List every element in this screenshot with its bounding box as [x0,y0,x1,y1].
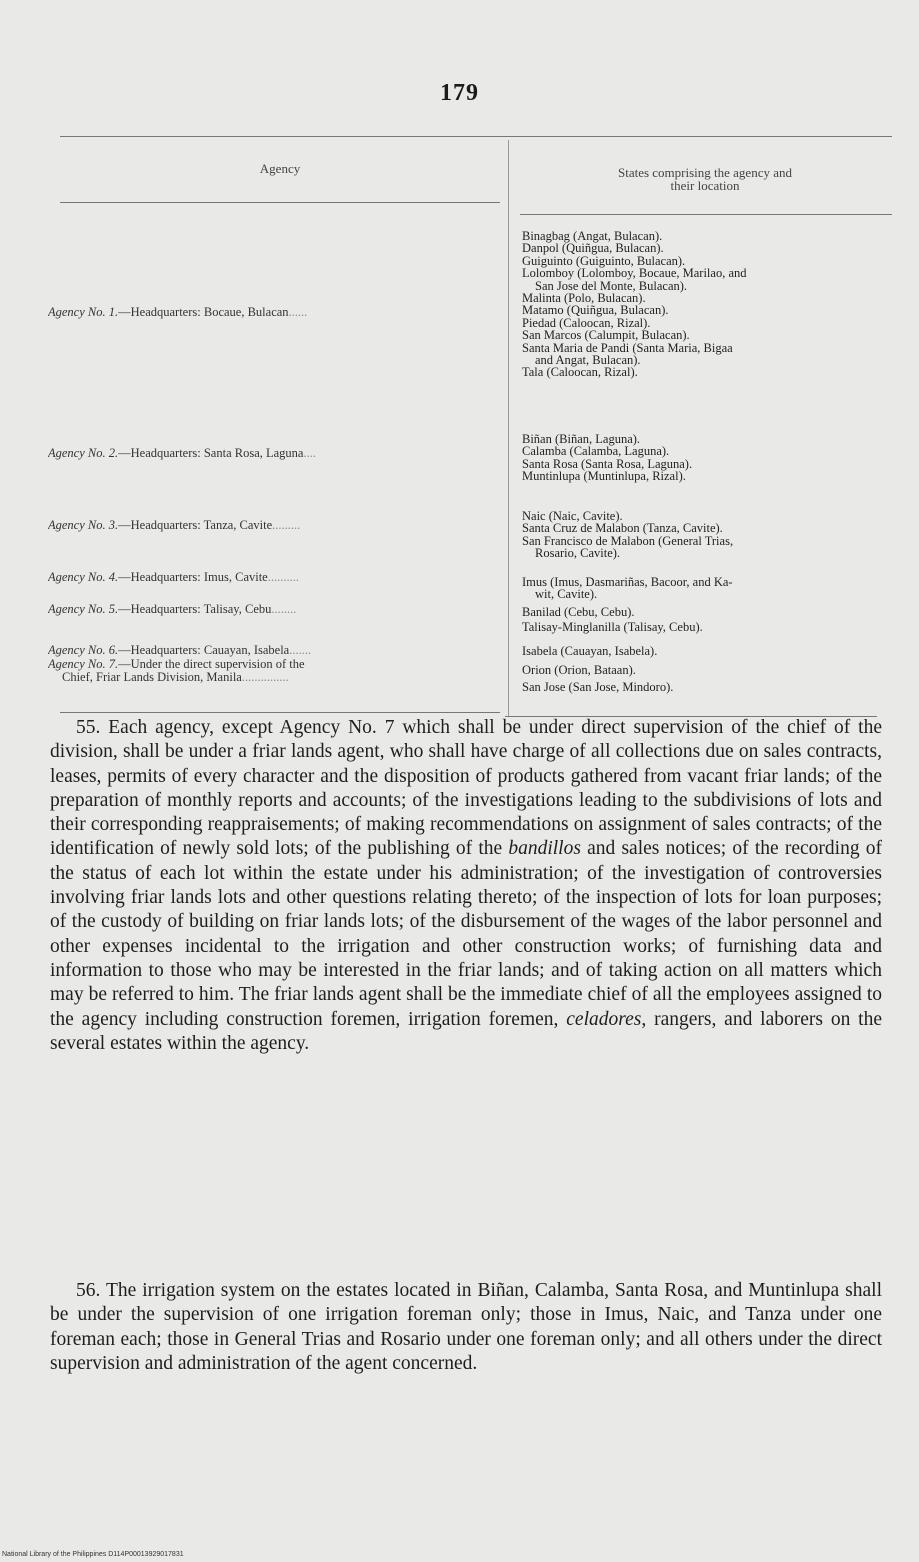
agency-headquarters: —Headquarters: Cauayan, Isabela [118,644,290,657]
estate-entry: Imus (Imus, Dasmariñas, Bacoor, and Ka- [522,575,733,589]
estate-entry: Binagbag (Angat, Bulacan). [522,229,663,243]
agency-row-1 [48,306,498,319]
agency-headquarters: —Under the direct supervision of the [118,658,305,671]
header-states [515,166,895,192]
estate-entry: Isabela (Cauayan, Isabela). [522,644,658,658]
estates-agency-3 [522,510,894,560]
leader-dots: .......... [267,571,299,584]
leader-dots: ...... [288,306,308,319]
agency-headquarters-cont: Chief, Friar Lands Division, Manila [62,670,242,684]
agency-headquarters: —Headquarters: Bocaue, Bulacan [118,306,289,319]
estate-entry: Naic (Naic, Cavite). [522,509,623,523]
page-number: 179 [440,80,479,106]
estate-entry: Lolomboy (Lolomboy, Bocaue, Marilao, and [522,266,747,281]
estate-entry: San Marcos (Calumpit, Bulacan). [522,328,690,343]
term-bandillos: bandillos [508,838,581,860]
leader-dots: ........ [271,603,297,616]
estate-entry: Malinta (Polo, Bulacan). [522,291,646,306]
estate-entry: San Francisco de Malabon (General Trias, [522,533,734,548]
agency-label: Agency No. 7. [48,658,119,671]
paragraph-55-text-a: 55. Each agency, except Agency No. 7 which shall be under direct supervision of the chief of the division, shall be under a friar lands agent, who shall have charge of all collections due on sales contracts, leases, permits of every character and the disposition of products gathered from vacant friar lands; of the preparation of monthly reports and accounts; of the investigations leading to the subdivisions of lots and their corresponding reappraisements; of making recommendations on assignment of sales contracts; of the identification of newly sold lots; of the publishing of the [50,717,882,860]
leader-dots: ....... [289,644,312,657]
estate-entry: Orion (Orion, Bataan). [522,663,636,677]
header-states-line2: their location [670,178,740,193]
estates-agency-2 [522,433,894,483]
estate-entry: Danpol (Quiñgua, Bulacan). [522,241,664,256]
agency-label: Agency No. 6. [48,644,119,657]
leader-dots: .... [303,447,316,460]
agency-headquarters: —Headquarters: Talisay, Cebu [118,603,272,616]
estates-agency-6 [522,645,894,657]
estate-entry-cont: San Jose del Monte, Bulacan). [535,278,688,293]
paragraph-56: 56. The irrigation system on the estates located in Biñan, Calamba, Santa Rosa, and Muntinlupa shall be under the supervision of one irrigation foreman only; those in Imus, Naic, and Tanza under one foreman each; those in General Trias and Rosario under one foreman only; and all others under the direct supervision and administration of the agent concerned. [50,1280,882,1374]
estates-agency-5 [522,606,894,634]
agency-row-5 [48,603,498,616]
header-agency: Agency [259,161,301,176]
estate-entry: San Jose (San Jose, Mindoro). [522,680,674,695]
agency-row-4 [48,571,498,584]
estates-agency-7 [522,664,894,694]
estate-entry: Guiguinto (Guiguinto, Bulacan). [522,253,686,268]
estate-entry: Piedad (Caloocan, Rizal). [522,315,651,330]
estate-entry-cont: Rosario, Cavite). [535,546,621,561]
estate-entry-cont: and Angat, Bulacan). [535,353,641,368]
agency-headquarters: —Headquarters: Imus, Cavite [118,571,268,584]
estate-entry: Biñan (Biñan, Laguna). [522,432,641,446]
agency-label: Agency No. 3. [48,519,119,532]
estate-entry: Tala (Caloocan, Rizal). [522,365,638,380]
agency-label: Agency No. 1. [48,306,119,319]
estate-entry: Banilad (Cebu, Cebu). [522,605,635,619]
header-bottom-rule-right [520,214,892,215]
table-top-rule [60,136,892,137]
estate-entry: Santa Rosa (Santa Rosa, Laguna). [522,456,693,471]
agency-row-7 [48,658,498,684]
agency-headquarters: —Headquarters: Santa Rosa, Laguna [118,447,304,460]
paragraph-55-text-c: , rangers, and laborers on the several estates within the agency. [50,1008,883,1054]
header-bottom-rule-left [60,202,500,203]
agency-label: Agency No. 4. [48,571,119,584]
term-celadores: celadores [566,1008,642,1030]
agency-headquarters: —Headquarters: Tanza, Cavite [118,519,273,532]
agency-row-3 [48,519,498,532]
table-column-divider [508,140,509,716]
estate-entry: Santa Maria de Pandi (Santa Maria, Bigaa [522,340,733,355]
agency-label: Agency No. 5. [48,603,119,616]
agency-label: Agency No. 2. [48,447,119,460]
paragraph-55 [50,716,882,1056]
estates-agency-4 [522,576,894,601]
estates-agency-1 [522,230,894,379]
agency-row-6 [48,644,498,657]
paragraph-55-text-b: and sales notices; of the recording of the status of each lot within the estate under his administration; of the investigation of controversies involving friar lands lots and other questions relating thereto; of the inspection of lots for loan purposes; of the custody of building on friar lands lots; of the disbursement of the wages of the labor personnel and other expenses incidental to the irrigation and other construction works; of furnishing data and information to those who may be interested in the friar lands; and of taking action on all matters which may be referred to him. The friar lands agent shall be the immediate chief of all the employees assigned to the agency including construction foremen, irrigation foremen, [50,838,882,1030]
estate-entry: Calamba (Calamba, Laguna). [522,444,670,459]
leader-dots: ......... [272,519,301,532]
estate-entry: Matamo (Quiñgua, Bulacan). [522,303,669,318]
table-bottom-rule-left [60,712,500,713]
leader-dots: ............... [241,670,289,684]
estate-entry: Muntinlupa (Muntinlupa, Rizal). [522,469,686,484]
footer-credit: National Library of the Philippines D114P00013929017831 [2,1551,184,1558]
estate-entry: Talisay-Minglanilla (Talisay, Cebu). [522,620,703,635]
estate-entry-cont: wit, Cavite). [535,587,598,602]
estate-entry: Santa Cruz de Malabon (Tanza, Cavite). [522,521,723,536]
header-states-line1: States comprising the agency and [617,165,792,180]
agency-row-2 [48,447,498,460]
